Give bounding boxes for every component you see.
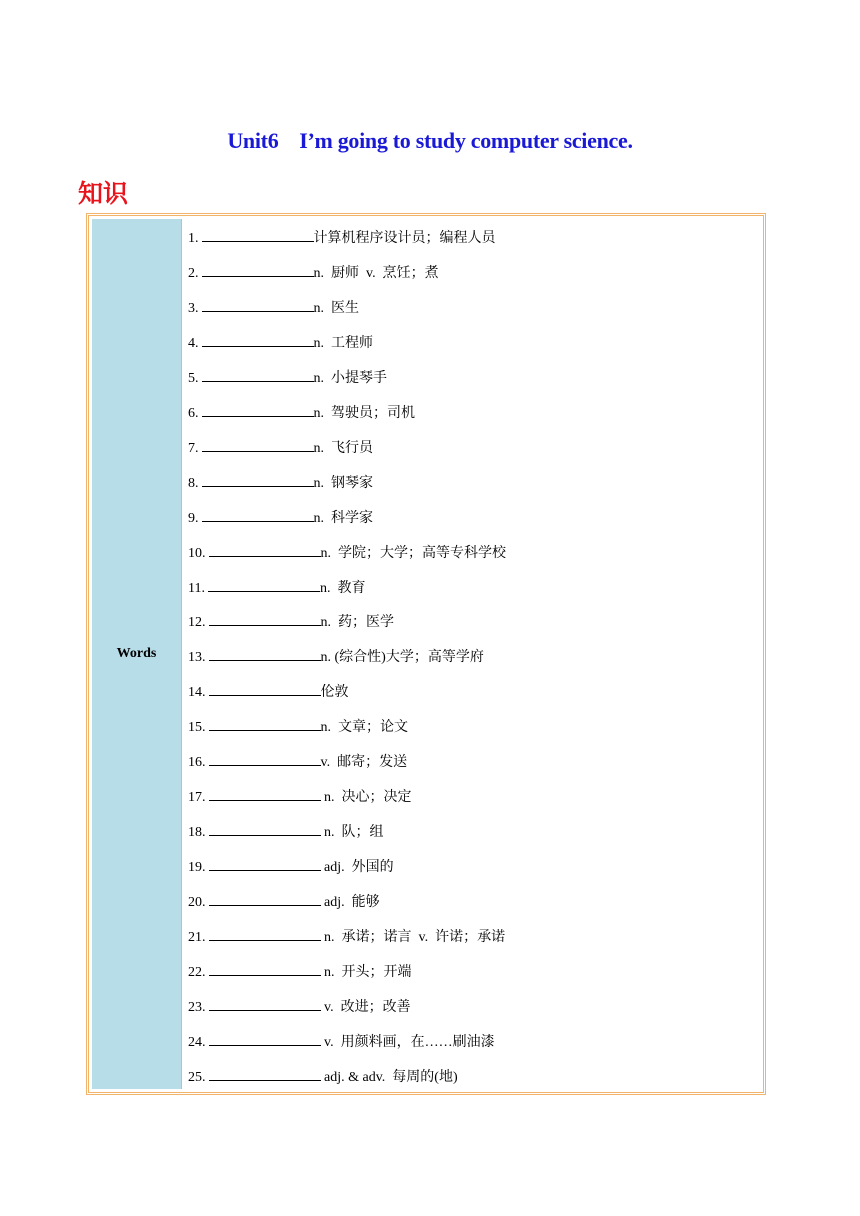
item-number: 21. <box>188 930 206 945</box>
answer-blank[interactable] <box>209 611 321 626</box>
list-item <box>188 402 415 424</box>
item-definition: v. 邮寄；发送 <box>320 755 408 771</box>
list-item <box>188 821 384 843</box>
list-item <box>188 472 373 494</box>
list-item <box>188 262 439 284</box>
item-definition: n. (综合性)大学；高等学府 <box>320 650 484 666</box>
answer-blank[interactable] <box>209 542 321 557</box>
item-definition: n. 学院；大学；高等专科学校 <box>320 545 506 561</box>
list-item <box>188 297 359 319</box>
list-item <box>188 227 496 249</box>
answer-blank[interactable] <box>209 996 321 1011</box>
item-number: 12. <box>188 615 206 631</box>
answer-blank[interactable] <box>202 402 314 417</box>
answer-blank[interactable] <box>209 786 321 801</box>
item-definition: n. 医生 <box>313 300 359 316</box>
item-definition: n. 飞行员 <box>313 440 373 456</box>
answer-blank[interactable] <box>209 856 321 871</box>
answer-blank[interactable] <box>202 332 314 347</box>
item-definition: v. 用颜料画，在……刷油漆 <box>320 1034 495 1050</box>
list-item <box>188 507 373 529</box>
item-definition: n. 驾驶员；司机 <box>313 405 415 421</box>
answer-blank[interactable] <box>209 716 321 731</box>
section-heading: 知识 <box>78 179 129 208</box>
item-number: 9. <box>188 510 199 526</box>
list-item <box>188 542 506 564</box>
item-number: 17. <box>188 790 206 806</box>
item-definition: n. 教育 <box>319 580 366 596</box>
list-item <box>188 332 373 354</box>
answer-blank[interactable] <box>202 262 314 277</box>
item-definition: n. 小提琴手 <box>313 370 387 386</box>
item-definition: n. 厨师 v. 烹饪；煮 <box>313 265 439 281</box>
item-definition: n. 工程师 <box>313 335 373 351</box>
item-definition: n. 承诺；诺言 v. 许诺；承诺 <box>320 930 506 945</box>
list-item <box>188 611 394 633</box>
list-item <box>188 1066 458 1088</box>
answer-blank[interactable] <box>209 751 321 766</box>
list-item <box>188 961 412 983</box>
answer-blank[interactable] <box>209 681 321 696</box>
answer-blank[interactable] <box>209 961 321 976</box>
item-definition: n. 开头；开端 <box>320 964 412 980</box>
answer-blank[interactable] <box>209 1031 321 1046</box>
list-item <box>188 751 407 773</box>
item-number: 8. <box>188 475 199 491</box>
answer-blank[interactable] <box>202 437 314 452</box>
list-item <box>188 367 387 389</box>
item-number: 23. <box>188 999 206 1015</box>
table-label: Words <box>116 646 157 661</box>
item-number: 18. <box>188 825 206 841</box>
list-item <box>188 437 373 459</box>
list-item <box>188 577 365 599</box>
item-number: 24. <box>188 1034 206 1050</box>
answer-blank[interactable] <box>209 1066 321 1081</box>
answer-blank[interactable] <box>209 926 321 941</box>
item-definition: 计算机程序设计员；编程人员 <box>313 231 496 246</box>
item-number: 5. <box>188 370 199 386</box>
item-definition: v. 改进；改善 <box>320 999 411 1015</box>
item-definition: n. 钢琴家 <box>313 475 373 491</box>
list-item <box>188 926 505 948</box>
list-item <box>188 891 380 913</box>
item-definition: adj. 外国的 <box>320 860 394 876</box>
item-definition: n. 决心；决定 <box>320 790 412 806</box>
item-number: 22. <box>188 964 206 980</box>
item-number: 11. <box>188 580 205 596</box>
item-number: 15. <box>188 720 206 736</box>
item-definition: n. 药；医学 <box>320 615 394 631</box>
item-definition: adj. 能够 <box>320 895 380 911</box>
answer-blank[interactable] <box>202 297 314 312</box>
item-number: 19. <box>188 860 206 876</box>
list-item <box>188 996 411 1018</box>
list-item <box>188 716 408 738</box>
item-number: 3. <box>188 300 199 316</box>
item-number: 7. <box>188 440 199 456</box>
item-number: 2. <box>188 265 199 281</box>
item-number: 13. <box>188 650 206 666</box>
answer-blank[interactable] <box>209 891 321 906</box>
item-number: 4. <box>188 335 199 351</box>
answer-blank[interactable] <box>209 821 321 836</box>
answer-blank[interactable] <box>202 472 314 487</box>
item-definition: 伦敦 <box>320 685 349 701</box>
answer-blank[interactable] <box>202 367 314 382</box>
answer-blank[interactable] <box>208 577 320 592</box>
vocabulary-table <box>86 213 766 1095</box>
answer-blank[interactable] <box>209 646 321 661</box>
list-item <box>188 856 394 878</box>
item-definition: n. 文章；论文 <box>320 720 408 736</box>
answer-blank[interactable] <box>202 507 314 522</box>
items-cell <box>182 219 760 1089</box>
answer-blank[interactable] <box>202 227 314 242</box>
list-item <box>188 646 484 668</box>
item-number: 14. <box>188 685 206 701</box>
table-label-cell <box>92 219 182 1089</box>
document-title: Unit6 I’m going to study computer science. <box>227 128 633 153</box>
item-number: 10. <box>188 545 206 561</box>
item-number: 20. <box>188 895 206 911</box>
item-definition: adj. & adv. 每周的(地) <box>320 1069 458 1085</box>
item-number: 6. <box>188 405 199 421</box>
list-item <box>188 681 349 703</box>
item-number: 25. <box>188 1069 206 1085</box>
item-number: 16. <box>188 755 206 771</box>
item-definition: n. 科学家 <box>313 510 373 526</box>
list-item <box>188 1031 495 1053</box>
item-definition: n. 队；组 <box>320 825 384 841</box>
item-number: 1. <box>188 231 199 246</box>
list-item <box>188 786 412 808</box>
